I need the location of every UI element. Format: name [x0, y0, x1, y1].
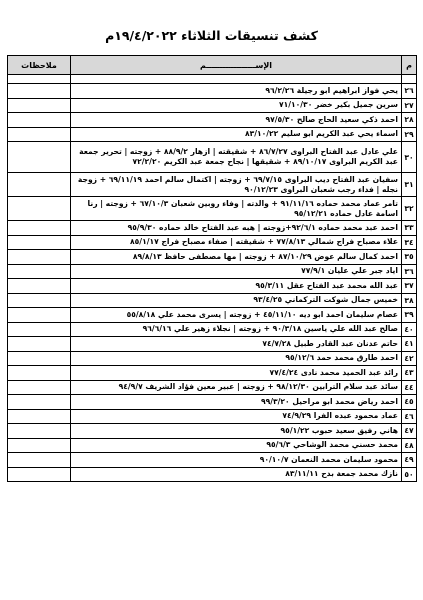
- table-header-row: [8, 56, 417, 75]
- row-notes: [8, 235, 71, 250]
- row-number: ٤٧: [402, 424, 417, 439]
- table-row: [8, 98, 417, 113]
- table-row: [8, 264, 417, 279]
- row-notes: [8, 308, 71, 323]
- table-row: [8, 293, 417, 308]
- row-name: علي عادل عبد الفتاح البراوى ٨٦/٧/٢٧ + شقيقته | ازهار ٨٨/٩/٢ + زوجته | تحرير جمعة عبد الكريم البراوى ٨٩/١٠/١٧ + شقيقها | نجاح جمعة عبد الكريم ٧٢/٢/٢٠: [71, 142, 402, 173]
- row-number: ٤٩: [402, 453, 417, 468]
- row-notes: [8, 84, 71, 99]
- table-row: [8, 409, 417, 424]
- row-number: ٤٤: [402, 380, 417, 395]
- row-number: ٤٠: [402, 322, 417, 337]
- header-number: م: [402, 56, 417, 75]
- row-notes: [8, 351, 71, 366]
- table-row: [8, 453, 417, 468]
- row-name: علاء مصباح فراج شمالي ٧٧/٨/١٣ + شقيقته | صفاء مصباح فراج ٨٥/١/١٧: [71, 235, 402, 250]
- row-number: ٣٢: [402, 197, 417, 221]
- row-name: اياد جبر علي عليان ٧٧/٩/١: [71, 264, 402, 279]
- row-number: ٢٧: [402, 98, 417, 113]
- table-row: [8, 351, 417, 366]
- names-table: [7, 55, 417, 482]
- row-number: ٣٥: [402, 250, 417, 265]
- row-number: ٣١: [402, 173, 417, 197]
- row-name: محمد حسني محمد الوشاحي ٩٥/٦/٣: [71, 438, 402, 453]
- row-number: ٤٥: [402, 395, 417, 410]
- row-notes: [8, 98, 71, 113]
- row-notes: [8, 409, 71, 424]
- row-name: رائد عبد الحميد محمد نادى ٧٧/٤/٢٤: [71, 366, 402, 381]
- row-name: صالح عبد الله علي ياسين ٩٠/٣/١٨ + زوجته | نجلاء زهير علي ٩٦/٦/١٦: [71, 322, 402, 337]
- table-row: [8, 250, 417, 265]
- row-notes: [8, 264, 71, 279]
- row-number: ٣٨: [402, 293, 417, 308]
- row-name: محمود سليمان محمد النعمان ٩٠/١٠/٧: [71, 453, 402, 468]
- table-row: [8, 438, 417, 453]
- row-name: نازك محمد جمعة بدح ٨٣/١١/١١: [71, 467, 402, 482]
- row-name: سفيان عبد الفتاح ديب البراوى ٦٩/٧/١٥ + زوجته | اكتمال سالم احمد ٦٩/١١/١٩ + زوجة نجله | فداء رجب شعبان البراوى ٩٠/١٢/٢٣: [71, 173, 402, 197]
- table-row: [8, 322, 417, 337]
- table-row: [8, 467, 417, 482]
- row-name: خميس جمال شوكت التركماني ٩٣/٤/٢٥: [71, 293, 402, 308]
- row-name: اسماء يحي عبد الكريم ابو سليم ٨٣/١٠/٢٢: [71, 127, 402, 142]
- row-name: احمد عبد محمد حماده ٩٢/٦/١+زوجته | هبه عبد الفتاح خالد حماده ٩٥/٩/٣٠: [71, 221, 402, 236]
- header-name: الإســــــــــــــــــم: [71, 56, 402, 75]
- table-row: [8, 221, 417, 236]
- row-name: احمد طارق محمد حمد ٩٥/١٢/٦: [71, 351, 402, 366]
- table-row: [8, 113, 417, 128]
- row-notes: [8, 142, 71, 173]
- table-row: [8, 127, 417, 142]
- row-notes: [8, 337, 71, 352]
- row-notes: [8, 113, 71, 128]
- row-name: احمد رياض محمد ابو مراحيل ٩٩/٣/٢٠: [71, 395, 402, 410]
- row-notes: [8, 279, 71, 294]
- table-row: [8, 337, 417, 352]
- row-notes: [8, 380, 71, 395]
- row-notes: [8, 366, 71, 381]
- row-notes: [8, 453, 71, 468]
- table-row: [8, 395, 417, 410]
- row-notes: [8, 293, 71, 308]
- row-name: يحي فواز ابراهيم ابو رجيلة ٩٦/٢/٢٦: [71, 84, 402, 99]
- row-name: عبد الله محمد عبد الفتاح عقل ٩٥/٣/١١: [71, 279, 402, 294]
- row-name: سائد عبد سلام الترابين ٩٨/١٢/٣٠ + زوجته | عبير معين فؤاد الشريف ٩٤/٩/٧: [71, 380, 402, 395]
- row-name: احمد كمال سالم عوض ٨٧/١٠/٢٩ + زوجته | مها مصطفى حافظ ٨٩/٨/١٣: [71, 250, 402, 265]
- row-number: ٤١: [402, 337, 417, 352]
- row-number: ٤٨: [402, 438, 417, 453]
- table-row: [8, 197, 417, 221]
- row-number: ٣٣: [402, 221, 417, 236]
- row-number: ٢٨: [402, 113, 417, 128]
- spacer-row: [8, 75, 417, 84]
- page-title: كشف تنسيقات الثلاثاء ١٩/٤/٢٠٢٢م: [105, 28, 318, 43]
- row-notes: [8, 467, 71, 482]
- row-notes: [8, 438, 71, 453]
- row-number: ٢٩: [402, 127, 417, 142]
- table-row: [8, 380, 417, 395]
- row-notes: [8, 250, 71, 265]
- row-number: ٣٩: [402, 308, 417, 323]
- row-name: عماد محمود عبده الفرا ٧٤/٩/٢٩: [71, 409, 402, 424]
- row-number: ٤٦: [402, 409, 417, 424]
- row-number: ٣٠: [402, 142, 417, 173]
- table-row: [8, 173, 417, 197]
- row-name: هاني رفيق سعيد حبوب ٩٥/١/٢٢: [71, 424, 402, 439]
- row-name: سرين جميل بكير خضر ٧١/١٠/٣٠: [71, 98, 402, 113]
- row-notes: [8, 395, 71, 410]
- table-row: [8, 366, 417, 381]
- row-name: حاتم عدنان عبد القادر طبيل ٧٤/٧/٢٨: [71, 337, 402, 352]
- row-number: ٤٢: [402, 351, 417, 366]
- row-name: عصام سليمان احمد ابو ديه ٤٥/١١/١٠ + زوجته | يسرى محمد علي ٥٥/٨/١٨: [71, 308, 402, 323]
- row-notes: [8, 197, 71, 221]
- table-row: [8, 235, 417, 250]
- table-row: [8, 142, 417, 173]
- row-number: ٣٤: [402, 235, 417, 250]
- row-notes: [8, 173, 71, 197]
- row-name: احمد ذكي سعيد الحاج صالح ٩٧/٥/٣٠: [71, 113, 402, 128]
- row-number: ٣٦: [402, 264, 417, 279]
- table-row: [8, 84, 417, 99]
- table-row: [8, 424, 417, 439]
- row-number: ٣٧: [402, 279, 417, 294]
- row-number: ٥٠: [402, 467, 417, 482]
- row-notes: [8, 127, 71, 142]
- table-row: [8, 308, 417, 323]
- row-notes: [8, 322, 71, 337]
- row-number: ٢٦: [402, 84, 417, 99]
- header-notes: ملاحظات: [8, 56, 71, 75]
- row-number: ٤٣: [402, 366, 417, 381]
- row-notes: [8, 424, 71, 439]
- table-row: [8, 279, 417, 294]
- row-name: تامر عماد محمد حماده ٩١/١١/١٦ + والدته | وفاء روبين شعبان ٦٧/١٠/٣ + زوجته | رنا اسامة عادل حماده ٩٥/١٢/٢١: [71, 197, 402, 221]
- row-notes: [8, 221, 71, 236]
